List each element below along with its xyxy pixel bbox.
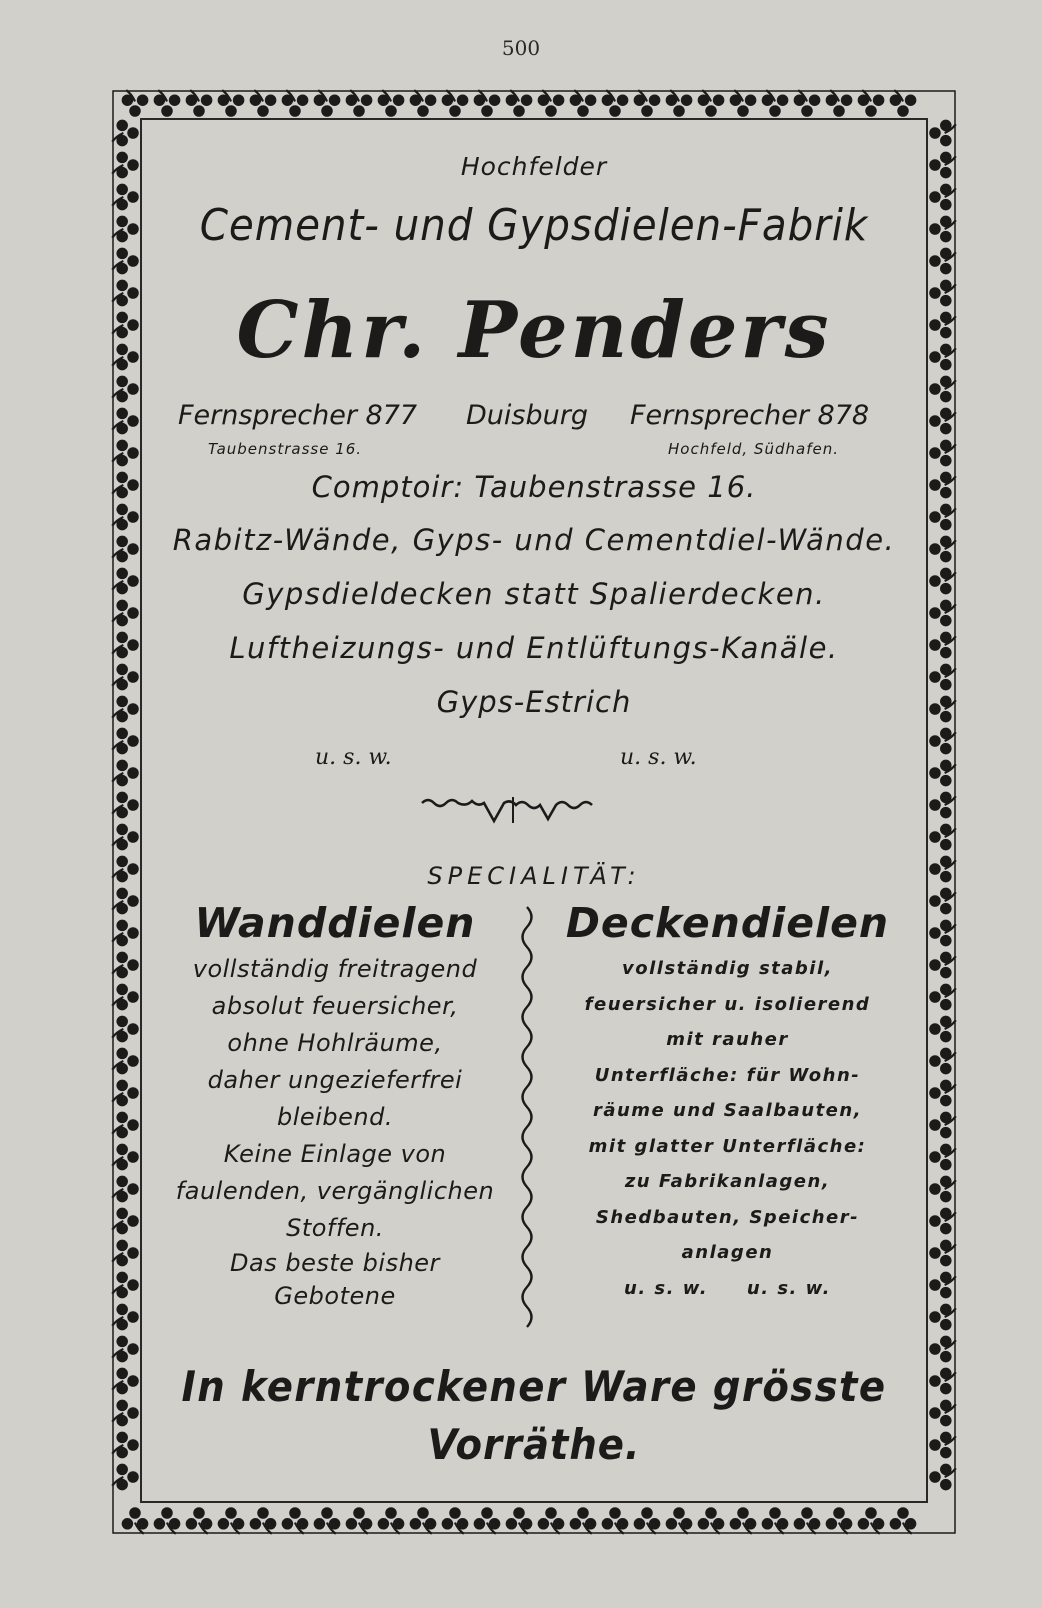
column-line: u. s. w. u. s. w.: [624, 1277, 831, 1299]
footer-line: Vorräthe.: [427, 1420, 641, 1469]
product-line: Gyps-Estrich: [436, 685, 632, 719]
column-line: vollständig freitragend: [192, 955, 478, 983]
product-line: Gypsdieldecken statt Spalierdecken.: [242, 577, 826, 611]
city-name: Duisburg: [466, 400, 588, 431]
column-line: mit glatter Unterfläche:: [588, 1135, 867, 1157]
column-line: Shedbauten, Speicher-: [595, 1206, 860, 1228]
product-line: Rabitz-Wände, Gyps- und Cementdiel-Wände.: [172, 523, 896, 557]
column-line: faulenden, vergänglichen: [175, 1177, 495, 1205]
page-number: 500: [501, 36, 541, 60]
wavy-ornament-icon: [420, 795, 630, 825]
right-column: [555, 895, 900, 1306]
speciality-heading: SPECIALITÄT:: [427, 862, 641, 890]
company-name: Chr. Penders: [236, 285, 832, 376]
left-column: [165, 895, 505, 1313]
column-heading-deckendielen: Deckendielen: [565, 899, 890, 947]
product-line: Luftheizungs- und Entlüftungs-Kanäle.: [229, 631, 839, 665]
address-left: Taubenstrasse 16.: [208, 440, 363, 458]
column-line: mit rauher: [666, 1029, 789, 1050]
ad-headline: Cement- und Gypsdielen-Fabrik: [199, 200, 869, 251]
column-line: Gebotene: [274, 1282, 396, 1310]
column-line: feuersicher u. isolierend: [584, 993, 871, 1015]
phone-left: Fernsprecher 877: [178, 400, 418, 431]
column-heading-wanddielen: Wanddielen: [194, 899, 476, 947]
column-line: bleibend.: [277, 1103, 393, 1131]
ad-kicker: Hochfelder: [460, 152, 608, 181]
column-line: zu Fabrikanlagen,: [624, 1171, 831, 1192]
column-line: Das beste bisher: [230, 1249, 440, 1277]
column-line: vollständig stabil,: [622, 958, 833, 979]
address-right: Hochfeld, Südhafen.: [668, 440, 839, 458]
column-line: anlagen: [681, 1242, 774, 1263]
phone-row: [140, 400, 928, 434]
phone-right: Fernsprecher 878: [630, 400, 870, 431]
comptoir-address: Comptoir: Taubenstrasse 16.: [311, 470, 757, 504]
column-line: Unterfläche: für Wohn-: [594, 1064, 861, 1086]
address-row: [140, 440, 928, 462]
column-line: räume und Saalbauten,: [592, 1100, 863, 1121]
column-line: Stoffen.: [286, 1214, 384, 1242]
footer-line: In kerntrockener Ware grösste: [181, 1362, 887, 1411]
column-line: daher ungezieferfrei: [207, 1066, 463, 1094]
column-line: ohne Hohlräume,: [227, 1029, 443, 1057]
column-line: Keine Einlage von: [223, 1140, 447, 1168]
usw-left: u. s. w.: [315, 745, 392, 770]
column-line: absolut feuersicher,: [211, 992, 459, 1020]
vine-divider-icon: [516, 905, 538, 1335]
usw-row: [140, 745, 928, 775]
usw-right: u. s. w.: [620, 745, 697, 770]
